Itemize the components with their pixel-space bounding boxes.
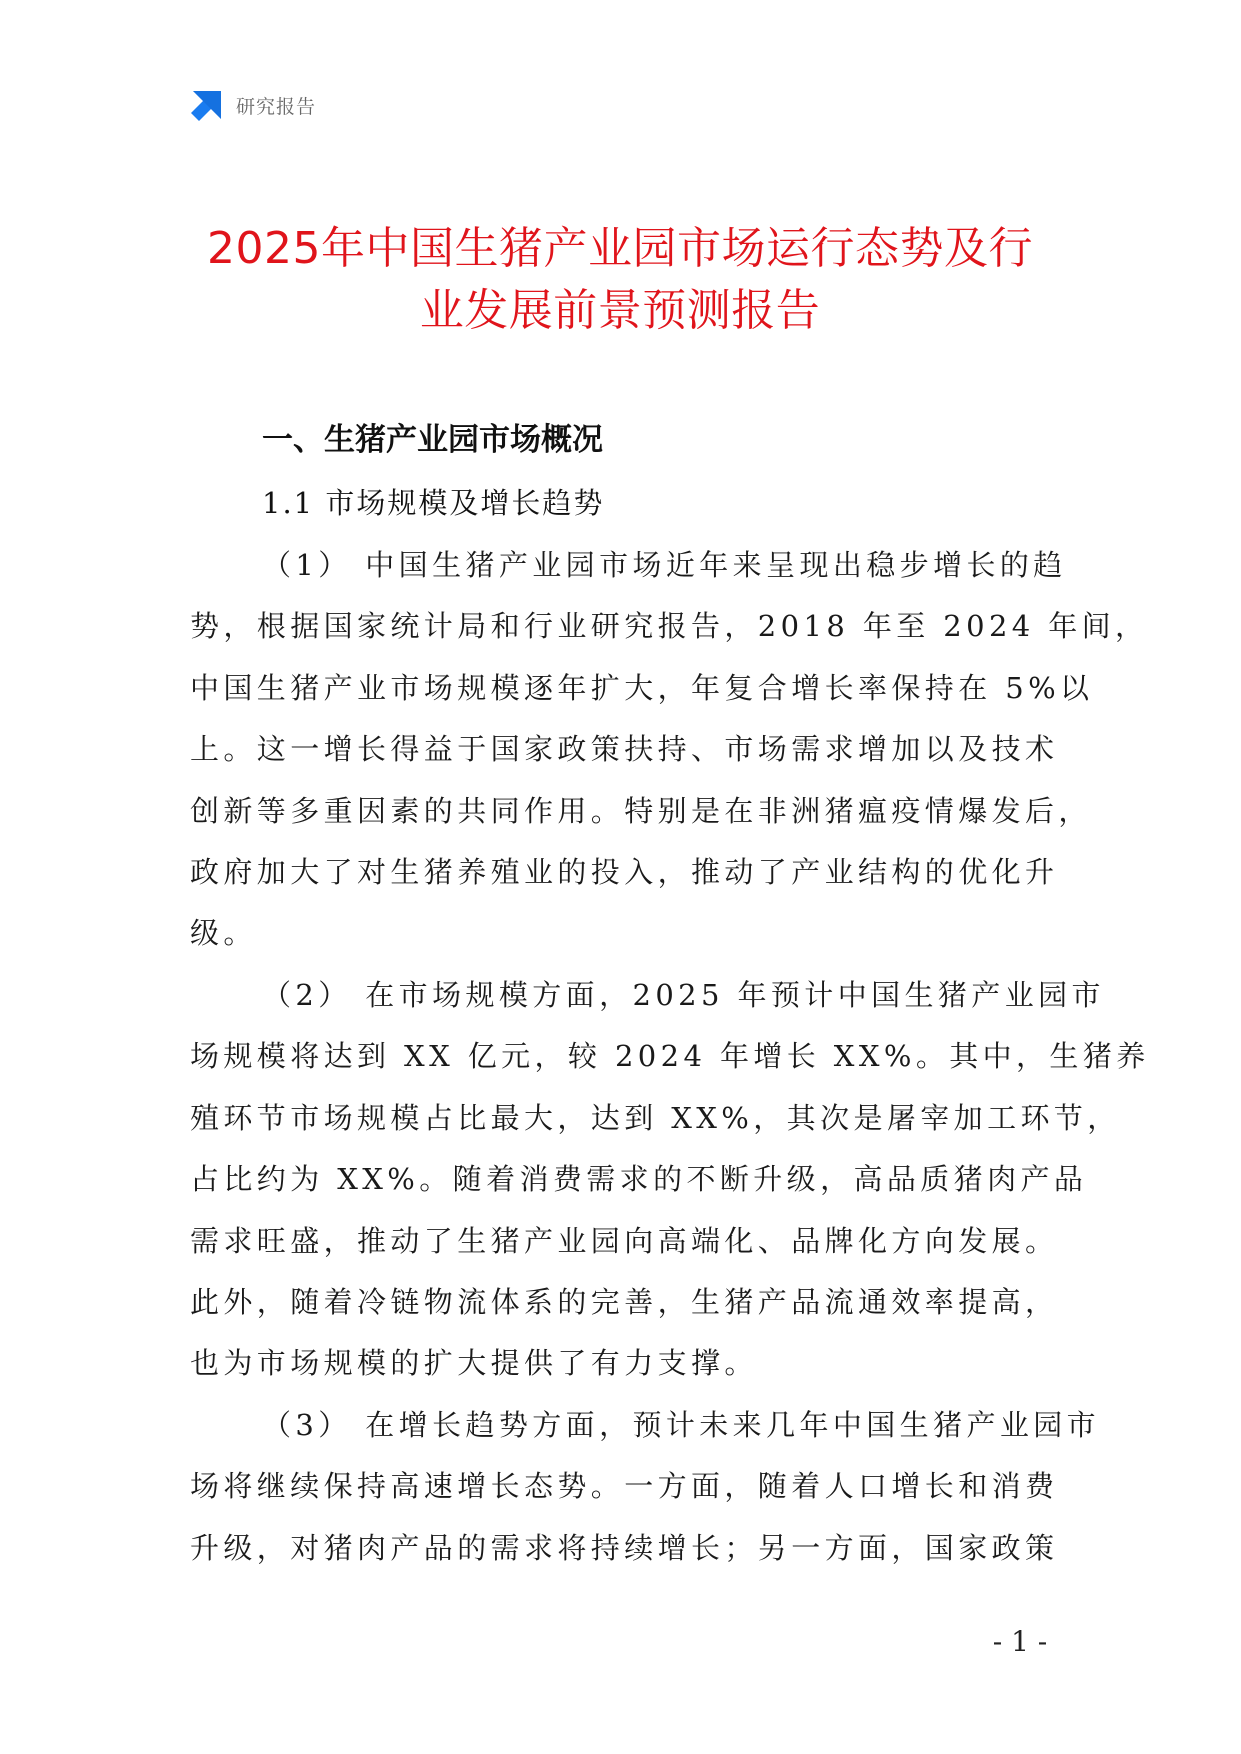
paragraph-line: （2） 在市场规模方面，2025 年预计中国生猪产业园市 [262, 978, 1105, 1012]
section-heading: 一、生猪产业园市场概况 [262, 422, 603, 458]
paragraph-line: 场规模将达到 XX 亿元，较 2024 年增长 XX%。其中，生猪养 [190, 1039, 1150, 1074]
paragraph-line: 创新等多重因素的共同作用。特别是在非洲猪瘟疫情爆发后， [190, 793, 1092, 828]
paragraph-line: 占比约为 XX%。随着消费需求的不断升级，高品质猪肉产品 [190, 1162, 1088, 1197]
paragraph-3 [190, 1395, 1101, 1579]
report-title-line-1: 2025年中国生猪产业园市场运行态势及行 [207, 223, 1033, 274]
paragraph-line: 殖环节市场规模占比最大，达到 XX%，其次是屠宰加工环节， [190, 1100, 1121, 1135]
page-number: - 1 - [992, 1625, 1048, 1658]
paragraph-line: 也为市场规模的扩大提供了有力支撑。 [190, 1346, 758, 1381]
header-label: 研究报告 [236, 95, 317, 118]
paragraph-line: 上。这一增长得益于国家政策扶持、市场需求增加以及技术 [190, 732, 1059, 767]
paragraph-line: 此外，随着冷链物流体系的完善，生猪产品流通效率提高， [190, 1284, 1059, 1319]
paragraph-line: 需求旺盛，推动了生猪产业园向高端化、品牌化方向发展。 [190, 1223, 1059, 1258]
paragraph-line: 中国生猪产业市场规模逐年扩大，年复合增长率保持在 5%以 [190, 670, 1094, 705]
paragraph-line: 场将继续保持高速增长态势。一方面，随着人口增长和消费 [190, 1469, 1059, 1504]
report-title [150, 218, 1090, 342]
paragraph-1 [190, 535, 1149, 965]
paragraph-2 [190, 965, 1150, 1395]
paragraph-line: （1） 中国生猪产业园市场近年来呈现出稳步增长的趋 [262, 548, 1067, 582]
report-title-line-2: 业发展前景预测报告 [419, 285, 821, 336]
sub-heading: 1.1 市场规模及增长趋势 [262, 486, 605, 520]
paragraph-line: 升级，对猪肉产品的需求将持续增长；另一方面，国家政策 [190, 1530, 1059, 1565]
paragraph-line: 级。 [190, 916, 257, 951]
arrow-up-right-icon [190, 88, 224, 122]
paragraph-line: （3） 在增长趋势方面，预计未来几年中国生猪产业园市 [262, 1408, 1101, 1442]
paragraph-line: 政府加大了对生猪养殖业的投入，推动了产业结构的优化升 [190, 854, 1059, 889]
report-header [190, 88, 316, 122]
paragraph-line: 势，根据国家统计局和行业研究报告，2018 年至 2024 年间， [190, 609, 1149, 644]
